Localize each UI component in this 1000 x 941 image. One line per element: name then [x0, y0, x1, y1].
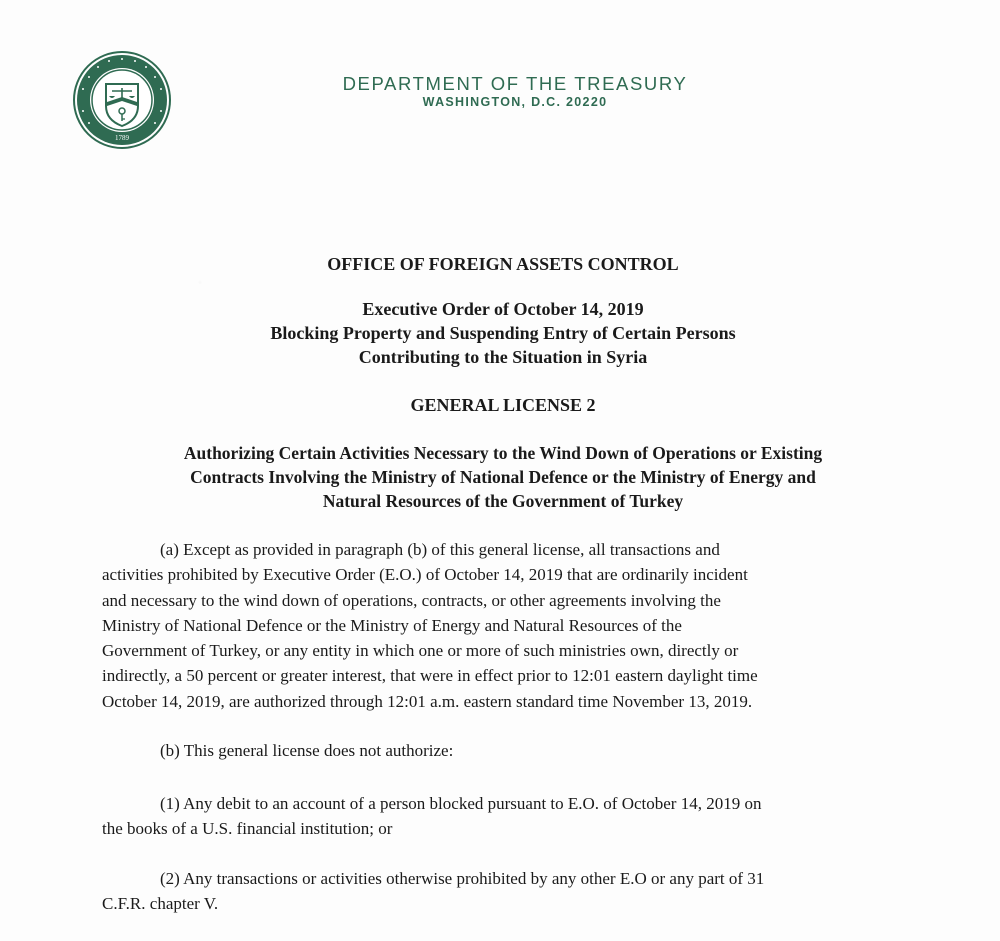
paragraph-b [102, 738, 902, 763]
paragraph-line: (2) Any transactions or activities otherwise prohibited by any other E.O or any part of 31 [160, 869, 765, 888]
authorizing-title-line: Contracts Involving the Ministry of National Defence or the Ministry of Energy and [190, 467, 816, 487]
authorizing-title [100, 441, 906, 513]
paragraph-a [102, 537, 902, 714]
paragraph-line: (1) Any debit to an account of a person blocked pursuant to E.O. of October 14, 2019 on [160, 794, 762, 813]
eo-title-line: Contributing to the Situation in Syria [358, 347, 648, 367]
license-title: GENERAL LICENSE 2 [410, 395, 596, 415]
paragraph-line: Ministry of National Defence or the Ministry of Energy and Natural Resources of the [102, 615, 682, 635]
treasury-seal-icon [72, 50, 172, 150]
letterhead [280, 74, 750, 110]
eo-title-line: Executive Order of October 14, 2019 [362, 299, 644, 319]
eo-title-line: Blocking Property and Suspending Entry of Certain Persons [270, 323, 736, 343]
office-title: OFFICE OF FOREIGN ASSETS CONTROL [327, 254, 679, 274]
department-name: DEPARTMENT OF THE TREASURY [342, 73, 688, 94]
paragraph-line: (a) Except as provided in paragraph (b) of this general license, all transactions and [160, 540, 720, 559]
executive-order-title [100, 297, 906, 369]
paragraph-line: Government of Turkey, or any entity in which one or more of such ministries own, directly or [102, 641, 739, 661]
paragraph-line: C.F.R. chapter V. [102, 894, 219, 914]
department-address: WASHINGTON, D.C. 20220 [422, 95, 608, 109]
paragraph-line: activities prohibited by Executive Order (E.O.) of October 14, 2019 that are ordinarily incident [102, 565, 748, 585]
paragraph-b2 [102, 866, 902, 917]
paragraph-line: and necessary to the wind down of operations, contracts, or other agreements involving the [102, 590, 721, 610]
authorizing-title-line: Natural Resources of the Government of Turkey [322, 491, 684, 511]
paragraph-line: indirectly, a 50 percent or greater interest, that were in effect prior to 12:01 eastern daylight time [102, 666, 758, 686]
paragraph-line: October 14, 2019, are authorized through 12:01 a.m. eastern standard time November 13, 2019. [102, 691, 753, 711]
paragraph-b1 [102, 791, 902, 842]
seal-year: 1789 [115, 134, 129, 142]
authorizing-title-line: Authorizing Certain Activities Necessary to the Wind Down of Operations or Existing [183, 443, 823, 463]
paragraph-line: (b) This general license does not authorize: [160, 741, 454, 760]
paragraph-line: the books of a U.S. financial institution; or [102, 819, 393, 839]
